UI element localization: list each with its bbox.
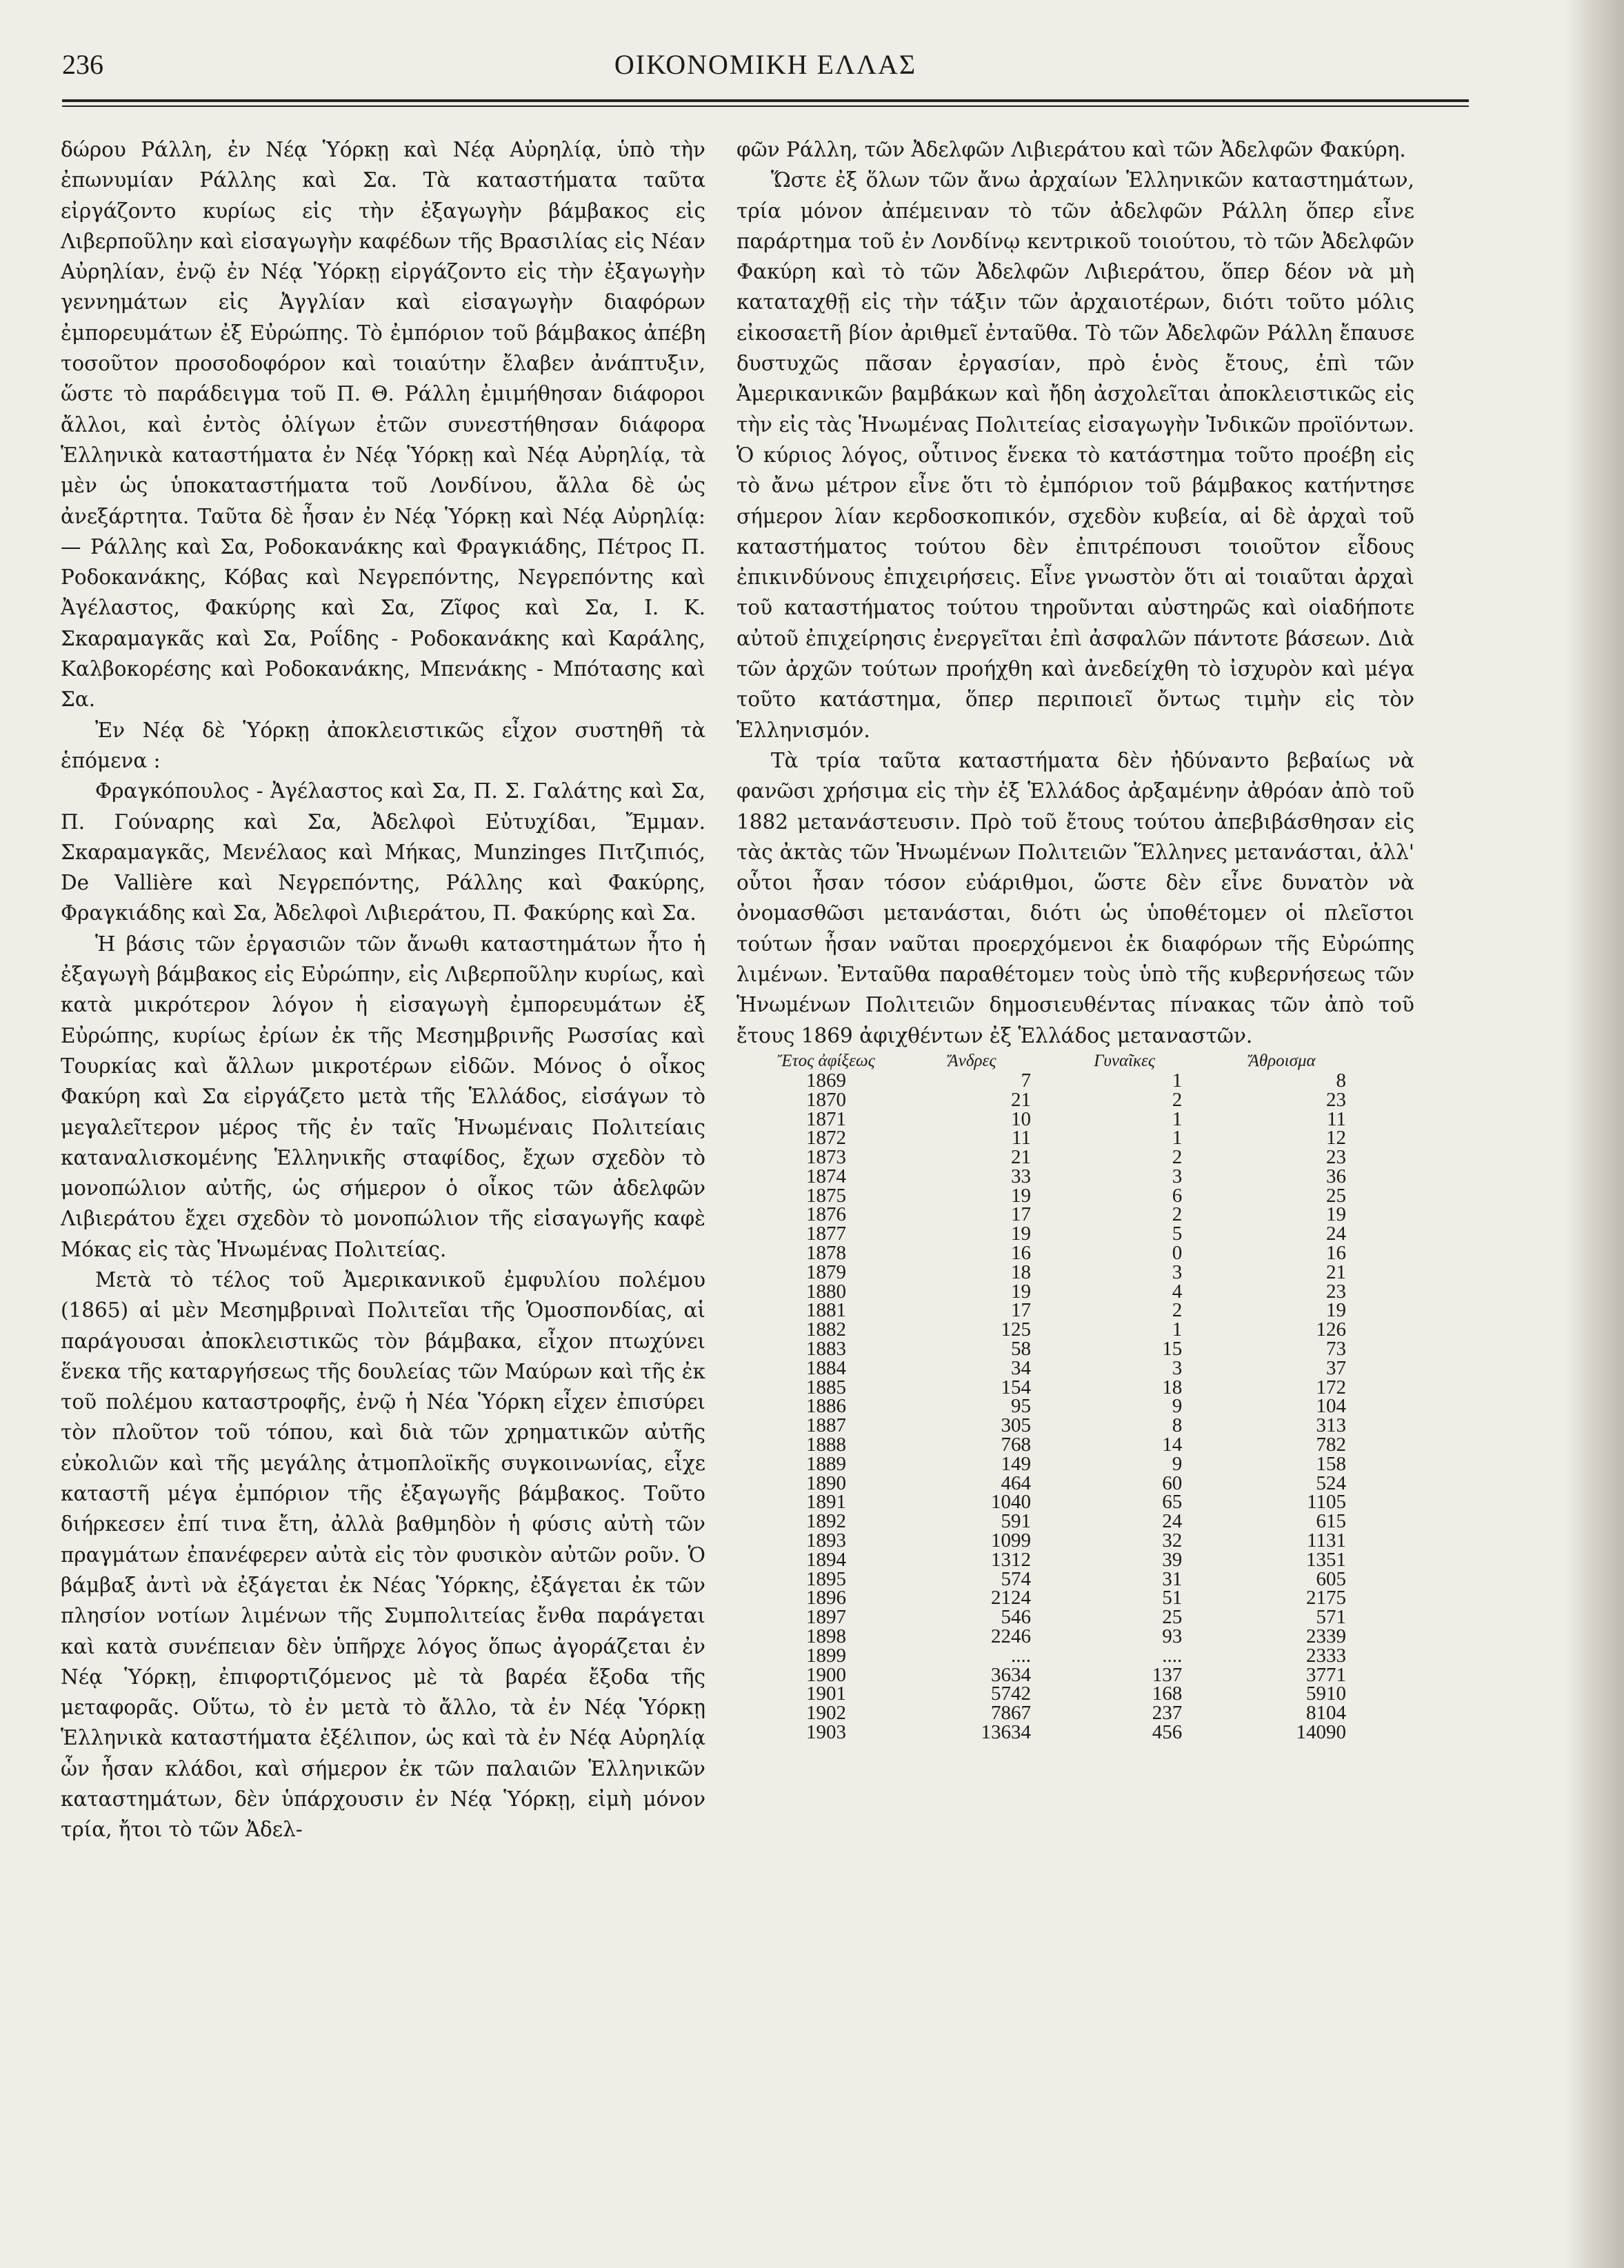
year-cell: 1897	[806, 1606, 846, 1629]
women-cell: 6	[1172, 1184, 1183, 1207]
right-column	[736, 134, 1414, 1743]
total-cell: 1351	[1306, 1548, 1346, 1571]
women-cell: 2	[1172, 1088, 1183, 1111]
year-cell: 1898	[806, 1625, 846, 1648]
year-cell: 1885	[806, 1376, 846, 1398]
year-cell: 1901	[806, 1683, 846, 1705]
table-row	[757, 1167, 1364, 1187]
women-cell: 1	[1172, 1127, 1183, 1150]
men-cell: 21	[1010, 1088, 1031, 1111]
year-cell: 1891	[806, 1491, 846, 1514]
men-cell: 149	[1001, 1452, 1031, 1475]
men-cell: ....	[1010, 1644, 1031, 1667]
women-cell: 2	[1172, 1146, 1183, 1169]
men-cell: 11	[1012, 1127, 1031, 1150]
men-cell: 21	[1010, 1146, 1031, 1169]
total-cell: 19	[1326, 1299, 1346, 1322]
total-cell: 23	[1326, 1280, 1346, 1303]
women-cell: 3	[1172, 1165, 1183, 1187]
total-cell: 8104	[1306, 1702, 1346, 1725]
total-cell: 24	[1326, 1223, 1346, 1245]
table-row	[757, 1244, 1364, 1263]
total-cell: 11	[1327, 1107, 1346, 1130]
year-cell: 1896	[806, 1587, 846, 1609]
men-cell: 7867	[990, 1702, 1031, 1725]
women-cell: 25	[1162, 1606, 1183, 1629]
table-header-row	[757, 1051, 1364, 1072]
total-cell: 14090	[1296, 1721, 1346, 1743]
men-cell: 18	[1010, 1261, 1031, 1283]
total-cell: 12	[1326, 1127, 1346, 1150]
table-row	[757, 1493, 1364, 1512]
table-row	[757, 1570, 1364, 1589]
paragraph: Ἡ βάσις τῶν ἐργασιῶν τῶν ἄνωθι καταστημάτων ἦτο ἡ ἐξαγωγὴ βάμβακος εἰς Εὐρώπην, εἰς Λιβερποῦλην κυρίως, καὶ κατὰ μικρότερον λόγον ἡ εἰσαγωγὴ ἐμπορευμάτων ἐξ Εὐρώπης, κυρίως ἐρίων ἐκ τῆς Μεσημβρινῆς Ρωσσίας καὶ Τουρκίας καὶ ἄλλων μικροτέρων εἰδῶν. Μόνος ὁ οἶκος Φακύρη καὶ Σα εἰργάζετο μετὰ τῆς Ἑλλάδος, εἰσάγων τὸ μεγαλεῖτερον μέρος τῆς ἐν ταῖς Ἡνωμέναις Πολιτείαις καταναλισκομένης Ἑλληνικῆς σταφίδος, ἔχων σχεδὸν τὸ μονοπώλιον αὐτῆς, ὡς σήμερον ὁ οἶκος τῶν ἀδελφῶν Λιβιεράτου ἔχει σχεδὸν τὸ μονοπώλιον τῆς εἰσαγωγῆς καφὲ Μόκας εἰς τὰς Ἡνωμένας Πολιτείας.	[61, 932, 705, 1261]
total-cell: 158	[1316, 1452, 1346, 1475]
paragraph: Φραγκόπουλος - Ἀγέλαστος καὶ Σα, Π. Σ. Γαλάτης καὶ Σα, Π. Γούναρης καὶ Σα, Ἀδελφοὶ Εὐτυχίδαι, Ἔμμαν. Σκαραμαγκᾶς, Μενέλαος καὶ Μήκας, Munzinges Πιτζιπιός, De Vallière καὶ Νεγρεπόντης, Ράλλης καὶ Φακύρης, Φραγκιάδης καὶ Σα, Ἀδελφοὶ Λιβιεράτου, Π. Φακύρης καὶ Σα.	[61, 779, 705, 925]
men-cell: 1099	[990, 1529, 1031, 1552]
table-row	[757, 1436, 1364, 1455]
total-cell: 3771	[1306, 1663, 1346, 1686]
men-cell: 1312	[990, 1548, 1031, 1571]
table-row	[757, 1359, 1364, 1378]
total-cell: 172	[1316, 1376, 1346, 1398]
table-row	[757, 1685, 1364, 1704]
women-cell: 2	[1172, 1299, 1183, 1322]
total-cell: 25	[1326, 1184, 1346, 1207]
year-cell: 1890	[806, 1472, 846, 1494]
men-cell: 19	[1010, 1280, 1031, 1303]
women-cell: 137	[1152, 1663, 1183, 1686]
table-row	[757, 1263, 1364, 1283]
men-cell: 17	[1010, 1299, 1031, 1322]
paragraph: Ὥστε ἐξ ὅλων τῶν ἄνω ἀρχαίων Ἑλληνικῶν καταστημάτων, τρία μόνον ἀπέμειναν τὸ τῶν ἀδελφῶν Ράλλη ὅπερ εἶνε παράρτημα τοῦ ἐν Λονδίνῳ κεντρικοῦ τοιούτου, τὸ τῶν Ἀδελφῶν Φακύρη καὶ τὸ τῶν Ἀδελφῶν Λιβιεράτου, ὅπερ δέον νὰ μὴ καταταχθῇ εἰς τὴν τάξιν τῶν ἀρχαιοτέρων, διότι τοῦτο μόλις εἰκοσαετῆ βίον ἀριθμεῖ ἐνταῦθα. Τὸ τῶν Ἀδελφῶν Ράλλη ἔπαυσε δυστυχῶς πᾶσαν ἐργασίαν, πρὸ ἑνὸς ἔτους, ἐπὶ τῶν Ἀμερικανικῶν βαμβάκων καὶ ἤδη ἀσχολεῖται ἀποκλειστικῶς εἰς τὴν εἰς τὰς Ἡνωμένας Πολιτείας εἰσαγωγὴν Ἰνδικῶν προϊόντων. Ὁ κύριος λόγος, οὗτινος ἕνεκα τὸ κατάστημα τοῦτο προέβη εἰς τὸ ἄνω μέτρον εἶνε ὅτι τὸ ἐμπόριον τοῦ βάμβακος κατήντησε σήμερον λίαν κερδοσκοπικόν, σχεδὸν κυβεία, αἱ δὲ ἀρχαὶ τοῦ καταστήματος τούτου δὲν ἐπιτρέπουσι τοιοῦτον εἶδους ἐπικινδύνους ἐπιχειρήσεις. Εἶνε γνωστὸν ὅτι αἱ τοιαῦται ἀρχαὶ τοῦ καταστήματος τούτου τηροῦνται αὐστηρῶς καὶ οἱαδήποτε αὐτοῦ ἐπιχείρησις ἐνεργεῖται ἐπὶ ἀσφαλῶν πάντοτε βάσεων. Διὰ τῶν ἀρχῶν τούτων προήχθη καὶ ἀνεδείχθη τὸ ἰσχυρὸν καὶ μέγα τοῦτο κατάστημα, ὅπερ περιποιεῖ ὄντως τιμὴν εἰς τὸν Ἑλληνισμόν.	[736, 168, 1414, 742]
year-cell: 1887	[806, 1414, 846, 1437]
women-cell: 31	[1162, 1567, 1183, 1590]
header-rule-thin	[62, 106, 1469, 107]
column-header: Ἄνδρες	[948, 1051, 996, 1070]
header-rule	[62, 99, 1469, 102]
left-column	[61, 134, 705, 1845]
table-row	[757, 1321, 1364, 1340]
men-cell: 2246	[990, 1625, 1031, 1648]
year-cell: 1880	[806, 1280, 846, 1303]
men-cell: 95	[1010, 1395, 1031, 1418]
women-cell: 456	[1152, 1721, 1183, 1743]
women-cell: 24	[1162, 1510, 1183, 1533]
total-cell: 36	[1326, 1165, 1346, 1187]
table-row	[757, 1187, 1364, 1206]
men-cell: 7	[1021, 1069, 1031, 1092]
table-row	[757, 1416, 1364, 1436]
women-cell: 1	[1172, 1318, 1183, 1341]
men-cell: 34	[1010, 1356, 1031, 1379]
women-cell: 9	[1172, 1395, 1183, 1418]
paragraph: φῶν Ράλλη, τῶν Ἀδελφῶν Λιβιεράτου καὶ τῶν Ἀδελφῶν Φακύρη.	[736, 138, 1406, 161]
table-row	[757, 1627, 1364, 1647]
table-row	[757, 1608, 1364, 1627]
year-cell: 1889	[806, 1452, 846, 1475]
women-cell: 168	[1152, 1683, 1183, 1705]
column-header: Ἄθροισμα	[1248, 1051, 1316, 1070]
year-cell: 1894	[806, 1548, 846, 1571]
year-cell: 1869	[806, 1069, 846, 1092]
table-row	[757, 1512, 1364, 1532]
women-cell: 39	[1162, 1548, 1183, 1571]
paragraph: Μετὰ τὸ τέλος τοῦ Ἀμερικανικοῦ ἐμφυλίου πολέμου (1865) αἱ μὲν Μεσημβριναὶ Πολιτεῖαι τῆς Ὁμοσπονδίας, αἱ παράγουσαι ἀποκλειστικῶς τὸν βάμβακα, εἶχον πτωχύνει ἕνεκα τῆς καταργήσεως τῆς δουλείας τῶν Μαύρων καὶ τῆς ἐκ τοῦ πολέμου καταστροφῆς, ἐνῷ ἡ Νέα Ὑόρκη εἶχεν ἐπισύρει τὸν πλοῦτον τοῦ τόπου, καὶ διὰ τῶν χρηματικῶν αὐτῆς εὐκολιῶν καὶ τῆς μεγάλης ἀτμοπλοϊκῆς συγκοινωνίας, εἶχε καταστῆ μέγα ἐμπόριον τῆς ἐξαγωγῆς βάμβακος. Τοῦτο διήρκεσεν ἐπί τινα ἔτη, ἀλλὰ βαθμηδὸν ἡ φύσις αὐτὴ τῶν πραγμάτων ἐπανέφερεν αὐτὰ εἰς τὸν φυσικὸν αὐτῶν ροῦν. Ὁ βάμβαξ ἀντὶ νὰ ἐξάγεται ἐκ Νέας Ὑόρκης, ἐξάγεται ἐκ τῶν πλησίον νοτίων λιμένων τῆς Συμπολιτείας ἔνθα παράγεται καὶ κατὰ συνέπειαν δὲν ὑπῆρχε λόγος ὅπως ἀγοράζεται ἐν Νέᾳ Ὑόρκῃ, ἐπιφορτιζόμενος μὲ τὰ βαρέα ἔξοδα τῆς μεταφορᾶς. Οὕτω, τὸ ἐν μετὰ τὸ ἄλλο, τὰ ἐν Νέᾳ Ὑόρκῃ Ἑλληνικὰ καταστήματα ἐξέλιπον, ὡς καὶ τὰ ἐν Νέᾳ Αὐρηλίᾳ ὧν ἦσαν κλάδοι, καὶ σήμερον ἐκ τῶν παλαιῶν Ἑλληνικῶν καταστημάτων, δὲν ὑπάρχουσιν ἐν Νέᾳ Ὑόρκῃ, εἰμὴ μόνον τρία, ἤτοι τὸ τῶν Ἀδελ-	[61, 1267, 705, 1842]
year-cell: 1883	[806, 1338, 846, 1361]
men-cell: 33	[1010, 1165, 1031, 1187]
page-number: 236	[62, 49, 103, 80]
men-cell: 546	[1001, 1606, 1031, 1629]
men-cell: 13634	[981, 1721, 1031, 1743]
total-cell: 73	[1326, 1338, 1346, 1361]
table-row	[757, 1340, 1364, 1359]
men-cell: 10	[1010, 1107, 1031, 1130]
women-cell: 3	[1172, 1356, 1183, 1379]
women-cell: 9	[1172, 1452, 1183, 1475]
total-cell: 524	[1316, 1472, 1346, 1494]
table-row	[757, 1072, 1364, 1091]
total-cell: 16	[1326, 1242, 1346, 1265]
year-cell: 1886	[806, 1395, 846, 1418]
table-row	[757, 1301, 1364, 1321]
total-cell: 19	[1326, 1203, 1346, 1226]
year-cell: 1879	[806, 1261, 846, 1283]
year-cell: 1895	[806, 1567, 846, 1590]
women-cell: 1	[1172, 1107, 1183, 1130]
table-body	[757, 1069, 1364, 1743]
year-cell: 1881	[806, 1299, 846, 1322]
women-cell: 51	[1162, 1587, 1183, 1609]
year-cell: 1875	[806, 1184, 846, 1207]
year-cell: 1878	[806, 1242, 846, 1265]
total-cell: 5910	[1306, 1683, 1346, 1705]
year-cell: 1877	[806, 1223, 846, 1245]
total-cell: 1105	[1307, 1491, 1346, 1514]
paragraph: Ἐν Νέᾳ δὲ Ὑόρκῃ ἀποκλειστικῶς εἶχον συστηθῆ τὰ ἑπόμενα :	[61, 718, 705, 772]
women-cell: 60	[1162, 1472, 1183, 1494]
women-cell: 237	[1152, 1702, 1183, 1725]
immigration-table	[757, 1051, 1364, 1743]
table-row	[757, 1205, 1364, 1225]
table-row	[757, 1647, 1364, 1666]
paragraph: δώρου Ράλλη, ἐν Νέᾳ Ὑόρκῃ καὶ Νέᾳ Αὐρηλίᾳ, ὑπὸ τὴν ἐπωνυμίαν Ράλλης καὶ Σα. Τὰ καταστήματα ταῦτα εἰργάζοντο κυρίως εἰς τὴν ἐξαγωγὴν βάμβακος εἰς Λιβερποῦλην καὶ εἰσαγωγὴν καφέδων τῆς Βρασιλίας εἰς Νέαν Αὐρηλίαν, ἐνῷ ἐν Νέᾳ Ὑόρκῃ εἰργάζοντο εἰς τὴν ἐξαγωγὴν γεννημάτων εἰς Ἀγγλίαν καὶ εἰσαγωγὴν διαφόρων ἐμπορευμάτων ἐξ Εὐρώπης. Τὸ ἐμπόριον τοῦ βάμβακος ἀπέβη τοσοῦτον προσοδοφόρον καὶ τοιαύτην ἔλαβεν ἀνάπτυξιν, ὥστε τὸ παράδειγμα τοῦ Π. Θ. Ράλλη ἐμιμήθησαν διάφοροι ἄλλοι, καὶ ἐντὸς ὀλίγων ἐτῶν συνεστήθησαν διάφορα Ἑλληνικὰ καταστήματα ἐν Νέᾳ Ὑόρκῃ καὶ Νέᾳ Αὐρηλίᾳ, τὰ μὲν ὡς ὑποκαταστήματα τοῦ Λονδίνου, ἄλλα δὲ ὡς ἀνεξάρτητα. Ταῦτα δὲ ἦσαν ἐν Νέᾳ Ὑόρκῃ καὶ Νέᾳ Αὐρηλίᾳ: — Ράλλης καὶ Σα, Ροδοκανάκης καὶ Φραγκιάδης, Πέτρος Π. Ροδοκανάκης, Κόβας καὶ Νεγρεπόντης, Νεγρεπόντης καὶ Ἀγέλαστος, Φακύρης καὶ Σα, Ζῖφος καὶ Σα, Ι. Κ. Σκαραμαγκᾶς καὶ Σα, Ροΐδης - Ροδοκανάκης καὶ Καράλης, Καλβοκορέσης καὶ Ροδοκανάκης, Μπενάκης - Μπότασης καὶ Σα.	[61, 138, 705, 712]
table-row	[757, 1148, 1364, 1167]
table-row	[757, 1455, 1364, 1474]
year-cell: 1882	[806, 1318, 846, 1341]
women-cell: 18	[1162, 1376, 1183, 1398]
women-cell: 14	[1162, 1434, 1183, 1456]
men-cell: 17	[1010, 1203, 1031, 1226]
women-cell: 93	[1162, 1625, 1183, 1648]
table-row	[757, 1225, 1364, 1244]
paragraph: Τὰ τρία ταῦτα καταστήματα δὲν ἠδύναντο βεβαίως νὰ φανῶσι χρήσιμα εἰς τὴν ἐξ Ἑλλάδος ἀρξαμένην ἀθρόαν ἀπὸ τοῦ 1882 μετανάστευσιν. Πρὸ τοῦ ἔτους τούτου ἀπεβιβάσθησαν εἰς τὰς ἀκτὰς τῶν Ἡνωμένων Πολιτειῶν Ἕλληνες μετανάσται, ἀλλ' οὗτοι ἦσαν τόσον εὐάριθμοι, ὥστε δὲν εἶνε δυνατὸν νὰ ὀνομασθῶσι μετανάσται, διότι ὡς ὑποθέτομεν οἱ πλεῖστοι τούτων ἦσαν ναῦται προερχόμενοι ἐκ διαφόρων τῆς Εὐρώπης λιμένων. Ἐνταῦθα παραθέτομεν τοὺς ὑπὸ τῆς κυβερνήσεως τῶν Ἡνωμένων Πολιτειῶν δημοσιευθέντας πίνακας τῶν ἀπὸ τοῦ ἔτους 1869 ἀφιχθέντων ἐξ Ἑλλάδος μεταναστῶν.	[736, 748, 1414, 1047]
women-cell: 15	[1162, 1338, 1183, 1361]
men-cell: 2124	[990, 1587, 1031, 1609]
year-cell: 1873	[806, 1146, 846, 1169]
women-cell: 1	[1172, 1069, 1183, 1092]
men-cell: 591	[1001, 1510, 1031, 1533]
total-cell: 37	[1326, 1356, 1346, 1379]
table-row	[757, 1129, 1364, 1148]
table-row	[757, 1474, 1364, 1494]
year-cell: 1899	[806, 1644, 846, 1667]
men-cell: 3634	[990, 1663, 1031, 1686]
total-cell: 2175	[1306, 1587, 1346, 1609]
table-row	[757, 1666, 1364, 1685]
book-spine-shadow	[1565, 0, 1624, 2268]
women-cell: ....	[1162, 1644, 1183, 1667]
men-cell: 1040	[990, 1491, 1031, 1514]
year-cell: 1902	[806, 1702, 846, 1725]
year-cell: 1874	[806, 1165, 846, 1187]
table-row	[757, 1589, 1364, 1608]
total-cell: 2333	[1306, 1644, 1346, 1667]
year-cell: 1872	[806, 1127, 846, 1150]
year-cell: 1876	[806, 1203, 846, 1226]
total-cell: 126	[1316, 1318, 1346, 1341]
table-row	[757, 1723, 1364, 1743]
men-cell: 19	[1010, 1223, 1031, 1245]
table-row	[757, 1283, 1364, 1302]
total-cell: 8	[1336, 1069, 1346, 1092]
total-cell: 313	[1316, 1414, 1346, 1437]
women-cell: 4	[1172, 1280, 1183, 1303]
table-row	[757, 1397, 1364, 1416]
women-cell: 3	[1172, 1261, 1183, 1283]
men-cell: 305	[1001, 1414, 1031, 1437]
women-cell: 2	[1172, 1203, 1183, 1226]
column-header: Γυναῖκες	[1094, 1051, 1156, 1070]
year-cell: 1888	[806, 1434, 846, 1456]
total-cell: 23	[1326, 1088, 1346, 1111]
total-cell: 21	[1326, 1261, 1346, 1283]
men-cell: 154	[1001, 1376, 1031, 1398]
women-cell: 0	[1172, 1242, 1183, 1265]
total-cell: 2339	[1306, 1625, 1346, 1648]
women-cell: 32	[1162, 1529, 1183, 1552]
men-cell: 464	[1001, 1472, 1031, 1494]
year-cell: 1900	[806, 1663, 846, 1686]
year-cell: 1903	[806, 1721, 846, 1743]
women-cell: 65	[1162, 1491, 1183, 1514]
men-cell: 5742	[990, 1683, 1031, 1705]
table-row	[757, 1532, 1364, 1551]
total-cell: 615	[1316, 1510, 1346, 1533]
year-cell: 1884	[806, 1356, 846, 1379]
men-cell: 125	[1001, 1318, 1031, 1341]
table-row	[757, 1551, 1364, 1570]
total-cell: 104	[1316, 1395, 1346, 1418]
year-cell: 1871	[806, 1107, 846, 1130]
year-cell: 1870	[806, 1088, 846, 1111]
women-cell: 5	[1172, 1223, 1183, 1245]
men-cell: 574	[1001, 1567, 1031, 1590]
total-cell: 605	[1316, 1567, 1346, 1590]
total-cell: 782	[1316, 1434, 1346, 1456]
table-row	[757, 1378, 1364, 1398]
total-cell: 1131	[1307, 1529, 1346, 1552]
running-title: ΟΙΚΟΝΟΜΙΚΗ ΕΛΛΑΣ	[614, 49, 917, 80]
men-cell: 58	[1010, 1338, 1031, 1361]
men-cell: 768	[1001, 1434, 1031, 1456]
table-row	[757, 1110, 1364, 1130]
men-cell: 19	[1010, 1184, 1031, 1207]
year-cell: 1892	[806, 1510, 846, 1533]
women-cell: 8	[1172, 1414, 1183, 1437]
column-header: Ἔτος ἀφίξεως	[777, 1051, 875, 1070]
men-cell: 16	[1010, 1242, 1031, 1265]
year-cell: 1893	[806, 1529, 846, 1552]
table-row	[757, 1091, 1364, 1110]
page-header	[62, 48, 1469, 97]
total-cell: 571	[1316, 1606, 1346, 1629]
total-cell: 23	[1326, 1146, 1346, 1169]
table-row	[757, 1704, 1364, 1723]
